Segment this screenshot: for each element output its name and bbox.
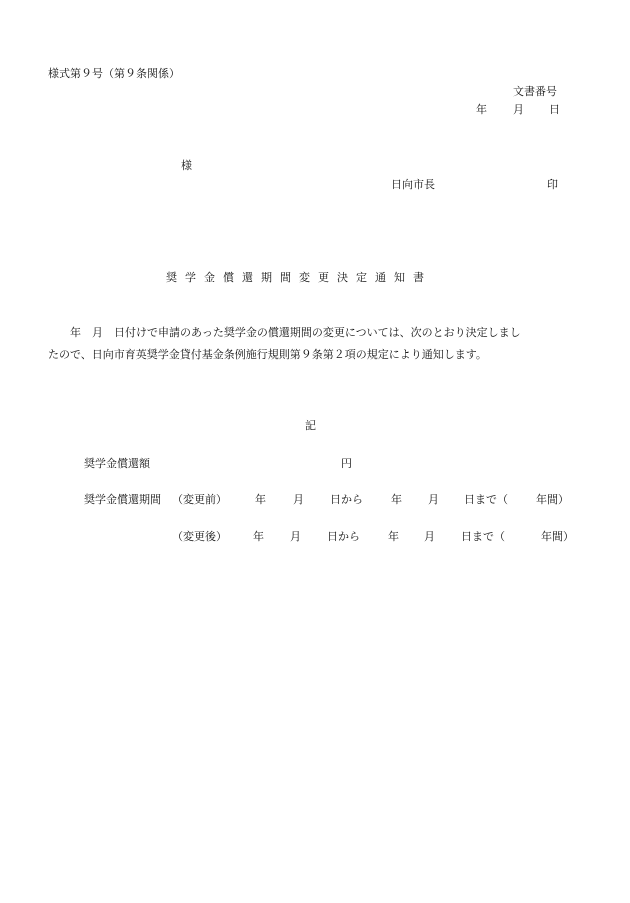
repayment-period-label: 奨学金償還期間 [84, 493, 161, 506]
period-before-from: 日から [330, 493, 363, 506]
period-before-label: （変更前） [172, 493, 227, 506]
period-after-years: 年間） [541, 530, 574, 543]
period-before-start-year: 年 [255, 493, 266, 506]
notice-body [48, 322, 580, 366]
date-month-label: 月 [513, 103, 524, 116]
notice-body-line-1: 年 月 日付けで申請のあった奨学金の償還期間の変更については、次のとおり決定しまし [70, 326, 521, 339]
period-after-until: 日まで（ [461, 530, 505, 543]
period-after-start-month: 月 [290, 530, 301, 543]
period-before-years: 年間） [536, 493, 569, 506]
period-before-start-month: 月 [293, 493, 304, 506]
period-after-end-month: 月 [424, 530, 435, 543]
document-number-label: 文書番号 [513, 85, 557, 98]
form-label: 様式第９号（第９条関係） [48, 67, 180, 80]
period-after-from: 日から [327, 530, 360, 543]
page-title: 奨学金償還期間変更決定通知書 [166, 271, 432, 284]
period-before-until: 日まで（ [464, 493, 508, 506]
period-before-end-month: 月 [428, 493, 439, 506]
date-year-label: 年 [476, 103, 487, 116]
sender-name: 日向市長 [391, 178, 435, 191]
addressee-honorific: 様 [181, 159, 192, 172]
seal-mark: 印 [547, 178, 558, 191]
date-day-label: 日 [549, 103, 560, 116]
repayment-amount-label: 奨学金償還額 [84, 457, 150, 470]
period-after-start-year: 年 [253, 530, 264, 543]
period-after-end-year: 年 [388, 530, 399, 543]
period-after-label: （変更後） [172, 530, 227, 543]
repayment-amount-unit: 円 [341, 457, 352, 470]
ki-marker: 記 [305, 419, 316, 432]
notice-body-line-2: たので、日向市育英奨学金貸付基金条例施行規則第９条第２項の規定により通知します。 [48, 348, 487, 361]
period-before-end-year: 年 [391, 493, 402, 506]
